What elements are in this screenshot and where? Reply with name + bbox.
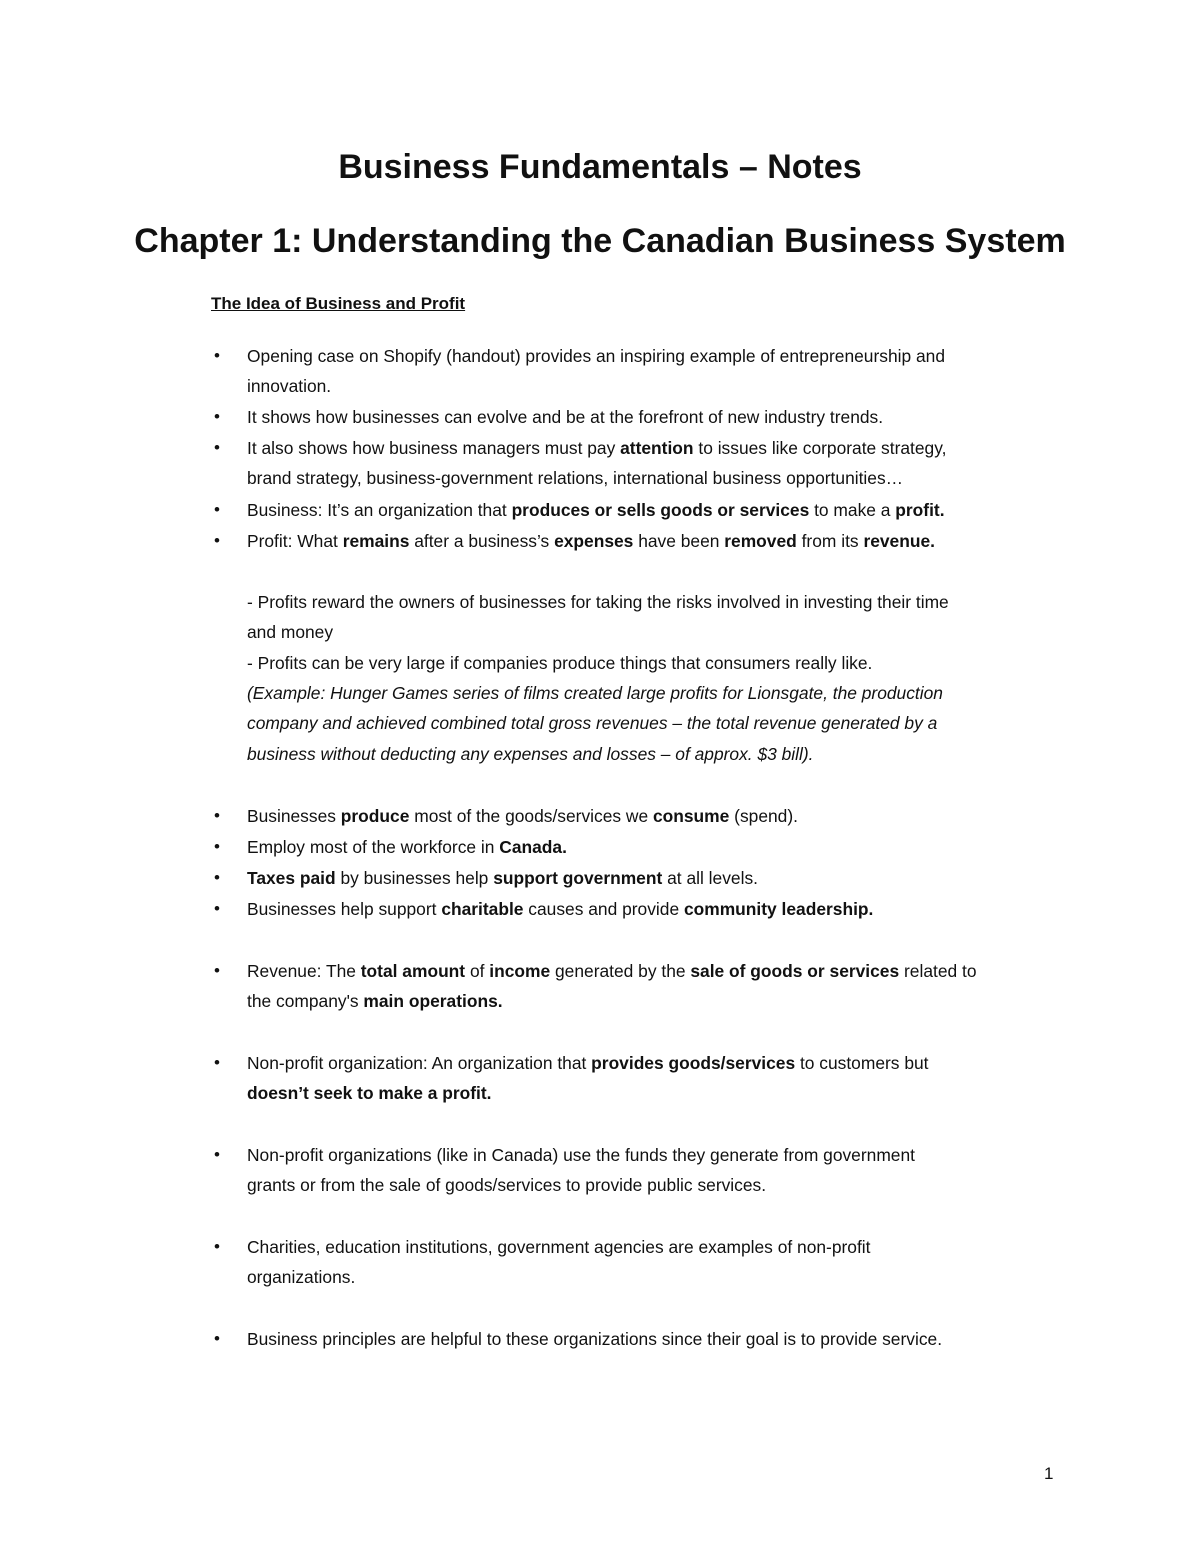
text-run: from its bbox=[796, 531, 864, 551]
text-run: of bbox=[465, 961, 490, 981]
bullet-icon: • bbox=[214, 346, 220, 365]
bullet-text-shopify-line2: innovation. bbox=[247, 376, 332, 396]
bold-run: total amount bbox=[360, 961, 466, 981]
text-run: Employ most of the workforce in bbox=[247, 837, 500, 857]
bullet-icon: • bbox=[214, 806, 220, 825]
text-run: related to bbox=[899, 961, 977, 981]
bullet-text-revenue-line2 bbox=[247, 989, 503, 1013]
text-run: Businesses bbox=[247, 806, 341, 826]
bullet-text-produce bbox=[247, 804, 798, 828]
bold-run: community leadership. bbox=[683, 899, 874, 919]
bold-run: removed bbox=[724, 531, 797, 551]
bullet-text-examples-line2: organizations. bbox=[247, 1267, 356, 1287]
text-run: by businesses help bbox=[335, 868, 494, 888]
bullet-icon: • bbox=[214, 531, 220, 550]
bold-run: produce bbox=[340, 806, 410, 826]
bullet-text-nonprofit-line1 bbox=[247, 1051, 929, 1075]
text-run: have been bbox=[633, 531, 725, 551]
bold-run: Taxes paid bbox=[247, 868, 336, 888]
bullet-icon: • bbox=[214, 837, 220, 856]
text-run: (spend). bbox=[729, 806, 798, 826]
bullet-text-employ bbox=[247, 835, 567, 859]
text-run: to customers but bbox=[795, 1053, 929, 1073]
text-run: Revenue: The bbox=[247, 961, 361, 981]
example-line3: business without deducting any expenses and losses – of approx. $3 bill). bbox=[247, 744, 814, 764]
page-number: 1 bbox=[1044, 1464, 1054, 1483]
bold-run: consume bbox=[652, 806, 730, 826]
document-title: Business Fundamentals – Notes bbox=[338, 148, 862, 186]
bold-run: produces or sells goods or services bbox=[511, 500, 810, 520]
bold-run: revenue. bbox=[863, 531, 935, 551]
bullet-text-business-definition bbox=[247, 498, 945, 522]
bullet-text-managers-line2: brand strategy, business-government relations, international business opportunities… bbox=[247, 468, 904, 488]
text-run: generated by the bbox=[550, 961, 691, 981]
example-line1: (Example: Hunger Games series of films created large profits for Lionsgate, the production bbox=[247, 683, 943, 703]
bold-run: main operations. bbox=[363, 991, 503, 1011]
bullet-icon: • bbox=[214, 961, 220, 980]
bullet-icon: • bbox=[214, 1053, 220, 1072]
bullet-icon: • bbox=[214, 1145, 220, 1164]
bullet-text-principles: Business principles are helpful to these organizations since their goal is to provide service. bbox=[247, 1329, 943, 1349]
bullet-icon: • bbox=[214, 438, 220, 457]
bold-run: doesn’t seek to make a profit. bbox=[247, 1083, 492, 1103]
text-run: causes and provide bbox=[523, 899, 684, 919]
bold-run: charitable bbox=[441, 899, 524, 919]
example-line2: company and achieved combined total gross revenues – the total revenue generated by a bbox=[247, 713, 938, 733]
chapter-title: Chapter 1: Understanding the Canadian Business System bbox=[134, 222, 1066, 260]
bold-run: Canada. bbox=[499, 837, 567, 857]
bullet-icon: • bbox=[214, 1237, 220, 1256]
bold-run: support government bbox=[493, 868, 663, 888]
bold-run: expenses bbox=[554, 531, 634, 551]
text-run: Non-profit organization: An organization that bbox=[247, 1053, 592, 1073]
bold-run: income bbox=[489, 961, 551, 981]
text-run: Profit: What bbox=[247, 531, 343, 551]
bullet-text-examples-line1: Charities, education institutions, government agencies are examples of non-profit bbox=[247, 1237, 871, 1257]
bullet-text-evolve: It shows how businesses can evolve and be at the forefront of new industry trends. bbox=[247, 407, 884, 427]
bold-run: profit. bbox=[895, 500, 945, 520]
bullet-text-funds-line1: Non-profit organizations (like in Canada) use the funds they generate from government bbox=[247, 1145, 915, 1165]
bullet-text-shopify-line1: Opening case on Shopify (handout) provides an inspiring example of entrepreneurship and bbox=[247, 346, 946, 366]
bullet-text-charity bbox=[247, 897, 873, 921]
section-heading: The Idea of Business and Profit bbox=[211, 294, 466, 313]
bullet-text-taxes bbox=[247, 866, 758, 890]
bullet-text-revenue-line1 bbox=[247, 959, 977, 983]
profit-sub-line2: and money bbox=[247, 622, 334, 642]
profit-sub-line1: - Profits reward the owners of businesses for taking the risks involved in investing their time bbox=[247, 592, 949, 612]
bullet-icon: • bbox=[214, 868, 220, 887]
text-run: Business: It’s an organization that bbox=[247, 500, 512, 520]
bullet-text-profit-definition bbox=[247, 529, 935, 553]
text-run: after a business’s bbox=[409, 531, 555, 551]
text-run: most of the goods/services we bbox=[409, 806, 653, 826]
profit-sub-line3: - Profits can be very large if companies produce things that consumers really like. bbox=[247, 653, 873, 673]
text-run: to make a bbox=[809, 500, 896, 520]
text-run: It also shows how business managers must pay bbox=[247, 438, 621, 458]
text-run: at all levels. bbox=[662, 868, 758, 888]
bullet-icon: • bbox=[214, 407, 220, 426]
bullet-text-funds-line2: grants or from the sale of goods/services to provide public services. bbox=[247, 1175, 767, 1195]
bullet-icon: • bbox=[214, 1329, 220, 1348]
bullet-icon: • bbox=[214, 899, 220, 918]
bullet-text-managers-line1 bbox=[247, 436, 946, 460]
text-run: Businesses help support bbox=[247, 899, 442, 919]
bold-run: attention bbox=[620, 438, 694, 458]
bold-run: sale of goods or services bbox=[690, 961, 900, 981]
bullet-text-nonprofit-line2 bbox=[247, 1081, 492, 1105]
text-run: to issues like corporate strategy, bbox=[693, 438, 947, 458]
bullet-icon: • bbox=[214, 500, 220, 519]
bold-run: provides goods/services bbox=[591, 1053, 796, 1073]
text-run: the company's bbox=[247, 991, 364, 1011]
bold-run: remains bbox=[342, 531, 410, 551]
